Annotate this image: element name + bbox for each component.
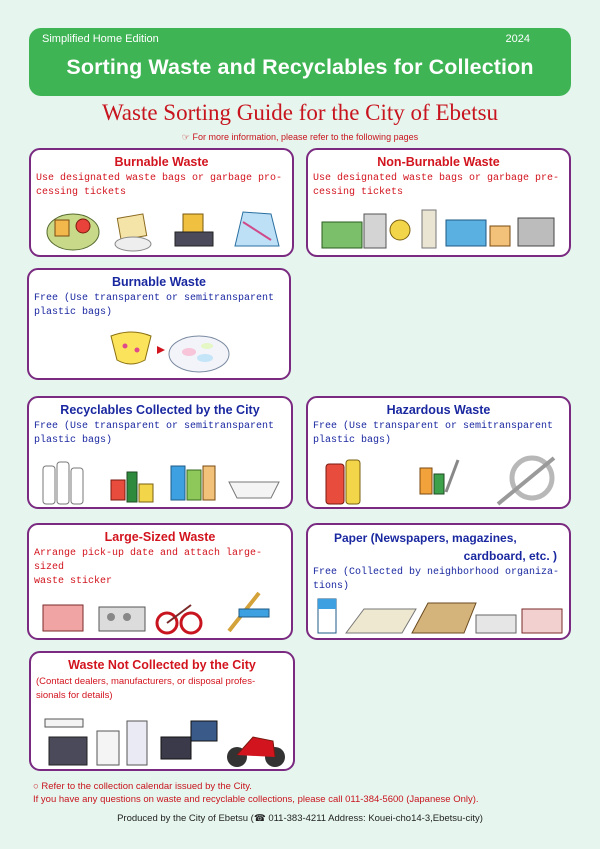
edition-label: Simplified Home Edition bbox=[42, 33, 159, 45]
card-heading: Burnable Waste bbox=[111, 275, 206, 289]
card-burnable-waste bbox=[29, 148, 294, 257]
card-hazardous-waste bbox=[306, 396, 571, 509]
card-heading: Hazardous Waste bbox=[386, 403, 491, 417]
page-title: Sorting Waste and Recyclables for Collection bbox=[66, 55, 534, 79]
footer-calendar-note: ○ Refer to the collection calendar issued by the City. bbox=[33, 781, 252, 792]
more-info-note: ☞ For more information, please refer to the following pages bbox=[181, 132, 419, 142]
guide-title: Waste Sorting Guide for the City of Ebetsu bbox=[101, 100, 499, 125]
card-heading: Waste Not Collected by the City bbox=[68, 658, 256, 672]
appliances-illustration bbox=[41, 715, 289, 769]
card-heading: Recyclables Collected by the City bbox=[60, 403, 260, 417]
card-heading: Large-Sized Waste bbox=[104, 530, 216, 544]
header-banner bbox=[29, 28, 571, 96]
card-recyclables bbox=[27, 396, 293, 509]
card-not-collected bbox=[29, 651, 295, 771]
card-description: Free (Use transparent or semitransparent plastic bags) bbox=[34, 421, 275, 446]
card-heading: Paper (Newspapers, magazines, cardboard, etc. ) bbox=[334, 531, 557, 563]
year-label: 2024 bbox=[505, 33, 530, 45]
burnable-waste-illustration bbox=[43, 202, 283, 254]
diaper-and-bag-illustration bbox=[109, 326, 234, 376]
card-description: Arrange pick-up date and attach large-sized waste sticker bbox=[34, 548, 263, 587]
card-description: Use designated waste bags or garbage pro- cessing tickets bbox=[36, 173, 283, 198]
card-description: Free (Use transparent or semitransparent plastic bags) bbox=[313, 421, 554, 446]
card-description: Use designated waste bags or garbage pre- cessing tickets bbox=[313, 173, 560, 198]
footer-contact-note: If you have any questions on waste and recyclable collections, please call 011-384-5600 (Japanese Only). bbox=[33, 794, 479, 805]
producer-line: Produced by the City of Ebetsu (☎ 011-383-4211 Address: Kouei-cho14-3,Ebetsu-city) bbox=[117, 813, 483, 824]
card-non-burnable-waste bbox=[306, 148, 571, 257]
paper-illustration bbox=[316, 595, 566, 637]
card-heading: Non-Burnable Waste bbox=[377, 155, 500, 169]
card-large-sized-waste bbox=[27, 523, 293, 640]
card-description: (Contact dealers, manufacturers, or disposal profes- sionals for details) bbox=[36, 676, 256, 701]
card-paper bbox=[306, 523, 571, 640]
card-description: Free (Use transparent or semitransparent plastic bags) bbox=[34, 293, 275, 318]
card-description: Free (Collected by neighborhood organiza- tions) bbox=[313, 567, 560, 592]
non-burnable-waste-illustration bbox=[318, 204, 563, 254]
card-burnable-waste-free bbox=[27, 268, 291, 380]
large-waste-illustration bbox=[39, 587, 285, 637]
hazardous-waste-illustration bbox=[322, 452, 562, 508]
card-heading: Burnable Waste bbox=[114, 155, 209, 169]
recyclables-illustration bbox=[39, 456, 285, 506]
